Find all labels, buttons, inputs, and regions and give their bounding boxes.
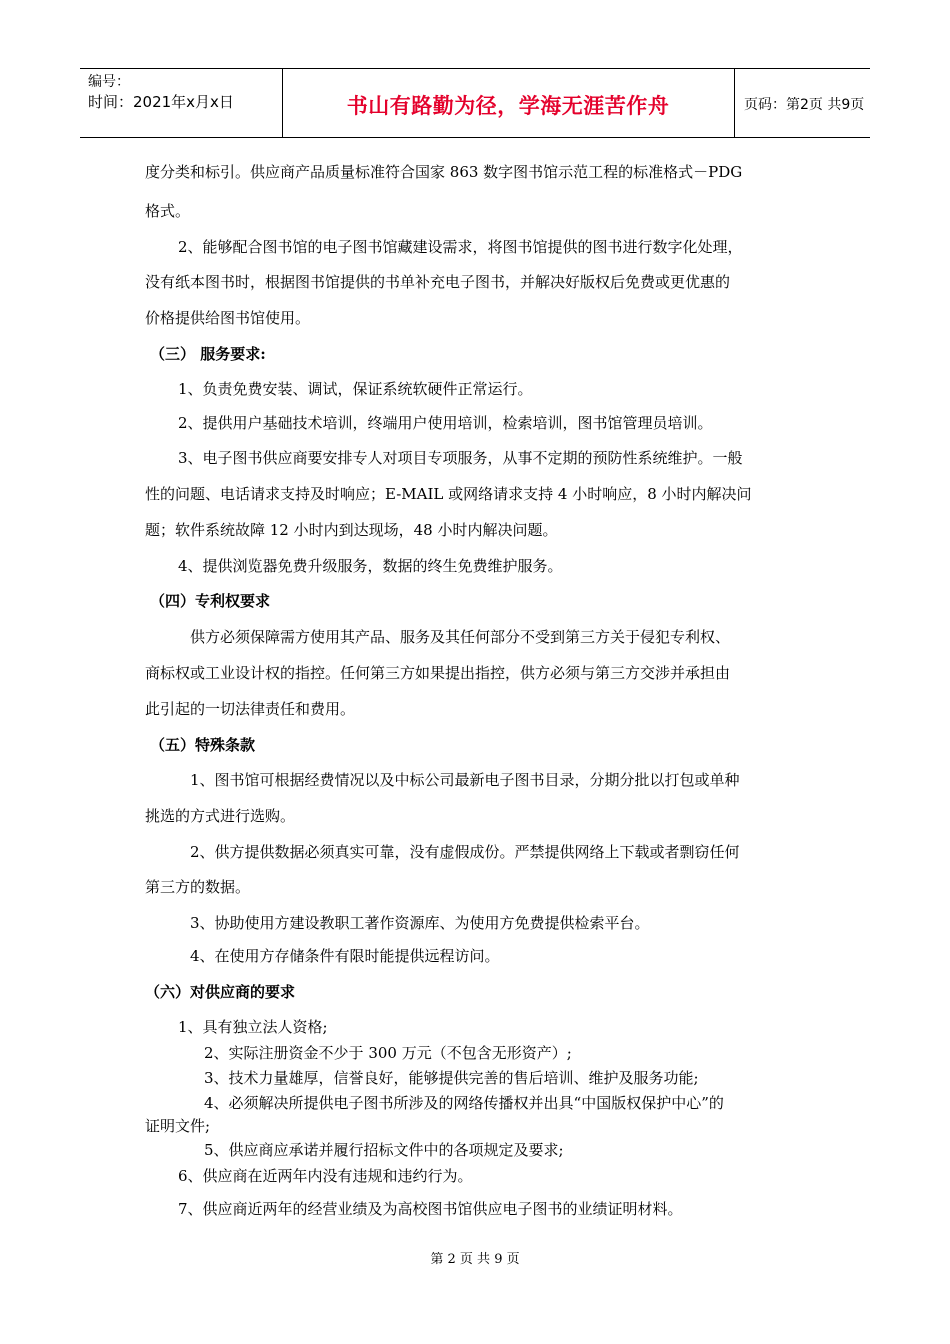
paragraph-line: 2、提供用户基础技术培训，终端用户使用培训，检索培训，图书馆管理员培训。 (178, 414, 713, 432)
paragraph-line: 度分类和标引。供应商产品质量标准符合国家 863 数字图书馆示范工程的标准格式－PDG (145, 163, 743, 181)
paragraph-line: 2、实际注册资金不少于 300 万元（不包含无形资产）; (204, 1044, 572, 1062)
paragraph-line: 3、技术力量雄厚，信誉良好，能够提供完善的售后培训、维护及服务功能; (204, 1069, 699, 1087)
paragraph-line: 题；软件系统故障 12 小时内到达现场，48 小时内解决问题。 (145, 521, 558, 539)
paragraph-line: 挑选的方式进行选购。 (145, 807, 296, 825)
header-info-cell (80, 69, 283, 137)
page-header (80, 68, 870, 138)
paragraph-line: 2、供方提供数据必须真实可靠，没有虚假成份。严禁提供网络上下载或者剽窃任何 (190, 843, 740, 861)
header-page-cell (734, 69, 870, 137)
paragraph-line: 3、电子图书供应商要安排专人对项目专项服务，从事不定期的预防性系统维护。一般 (178, 449, 743, 467)
section-heading-patent: （四）专利权要求 (150, 592, 271, 610)
paragraph-line: 此引起的一切法律责任和费用。 (145, 700, 356, 718)
paragraph-line: 4、在使用方存储条件有限时能提供远程访问。 (190, 947, 500, 965)
document-number-label: 编号： (88, 74, 130, 90)
header-motto: 书山有路勤为径，学海无涯苦作舟 (346, 94, 670, 118)
paragraph-line: 1、负责免费安装、调试，保证系统软硬件正常运行。 (178, 380, 533, 398)
document-date-label: 时间：2021年x月x日 (88, 93, 234, 111)
paragraph-line: 价格提供给图书馆使用。 (145, 309, 311, 327)
paragraph-line: 1、图书馆可根据经费情况以及中标公司最新电子图书目录，分期分批以打包或单种 (190, 771, 740, 789)
paragraph-line: 6、供应商在近两年内没有违规和违约行为。 (178, 1167, 473, 1185)
paragraph-line: 4、必须解决所提供电子图书所涉及的网络传播权并出具“中国版权保护中心”的 (204, 1094, 724, 1112)
paragraph-line: 性的问题、电话请求支持及时响应；E-MAIL 或网络请求支持 4 小时响应，8 小时内解决问 (145, 485, 752, 503)
header-motto-cell (282, 69, 735, 137)
paragraph-line: 5、供应商应承诺并履行招标文件中的各项规定及要求; (204, 1141, 564, 1159)
header-page-number: 页码：第2页 共9页 (744, 97, 865, 113)
paragraph-line: 第三方的数据。 (145, 878, 251, 896)
paragraph-line: 2、能够配合图书馆的电子图书馆藏建设需求，将图书馆提供的图书进行数字化处理， (178, 238, 743, 256)
page-footer: 第 2 页 共 9 页 (430, 1252, 520, 1267)
paragraph-line: 4、提供浏览器免费升级服务，数据的终生免费维护服务。 (178, 557, 563, 575)
section-heading-special-terms: （五）特殊条款 (150, 736, 256, 754)
paragraph-line: 3、协助使用方建设教职工著作资源库、为使用方免费提供检索平台。 (190, 914, 650, 932)
paragraph-line: 格式。 (145, 202, 191, 220)
paragraph-line: 7、供应商近两年的经营业绩及为高校图书馆供应电子图书的业绩证明材料。 (178, 1200, 683, 1218)
paragraph-line: 证明文件; (145, 1117, 211, 1135)
section-heading-service: （三） 服务要求: (150, 345, 266, 363)
paragraph-line: 没有纸本图书时，根据图书馆提供的书单补充电子图书，并解决好版权后免费或更优惠的 (145, 273, 731, 291)
section-heading-supplier: （六）对供应商的要求 (145, 983, 296, 1001)
paragraph-line: 1、具有独立法人资格; (178, 1018, 328, 1036)
paragraph-line: 供方必须保障需方使用其产品、服务及其任何部分不受到第三方关于侵犯专利权、 (190, 628, 731, 646)
paragraph-line: 商标权或工业设计权的指控。任何第三方如果提出指控，供方必须与第三方交涉并承担由 (145, 664, 731, 682)
